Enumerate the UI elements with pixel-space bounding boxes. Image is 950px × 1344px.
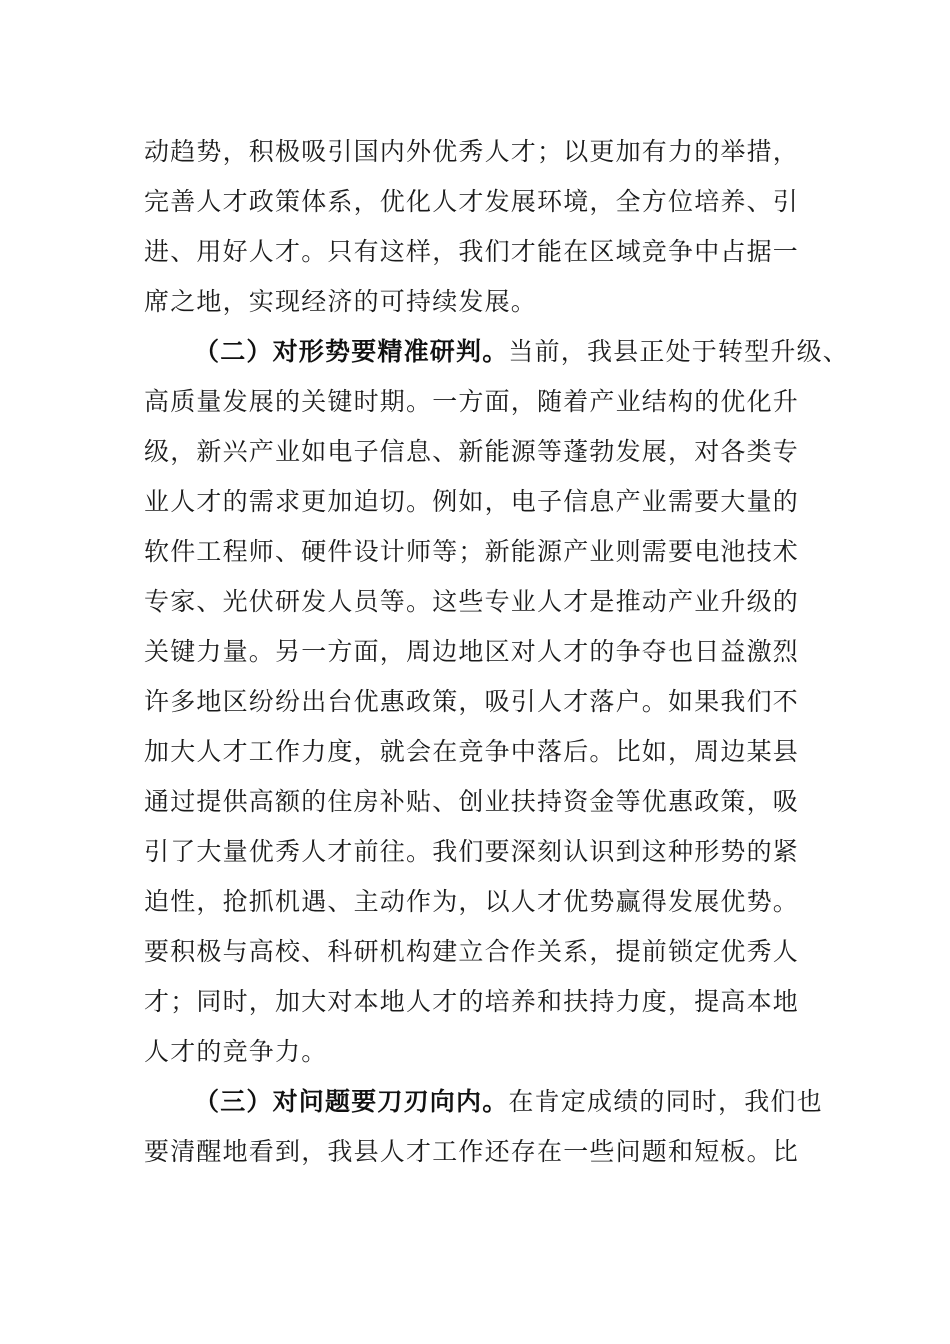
- paragraph-line-section-3: [194, 1085, 823, 1119]
- text-line: 加大人才工作力度，就会在竞争中落后。比如，周边某县: [144, 737, 800, 766]
- section-heading-2: （二）对形势要精准研判。: [194, 337, 509, 366]
- text-line: 完善人才政策体系，优化人才发展环境，全方位培养、引: [144, 187, 800, 216]
- text-line: 高质量发展的关键时期。一方面，随着产业结构的优化升: [144, 387, 800, 416]
- text-line: 要清醒地看到，我县人才工作还存在一些问题和短板。比: [144, 1137, 800, 1166]
- text-line: 专家、光伏研发人员等。这些专业人才是推动产业升级的: [144, 587, 800, 616]
- text-line: 才；同时，加大对本地人才的培养和扶持力度，提高本地: [144, 987, 800, 1016]
- text-line: 业人才的需求更加迫切。例如，电子信息产业需要大量的: [144, 487, 800, 516]
- text-line: 许多地区纷纷出台优惠政策，吸引人才落户。如果我们不: [144, 687, 800, 716]
- text-line: 通过提供高额的住房补贴、创业扶持资金等优惠政策，吸: [144, 787, 800, 816]
- paragraph-line-section-2: [194, 335, 849, 369]
- text-line: 软件工程师、硬件设计师等；新能源产业则需要电池技术: [144, 537, 800, 566]
- text-line: 引了大量优秀人才前往。我们要深刻认识到这种形势的紧: [144, 837, 800, 866]
- text-line: 席之地，实现经济的可持续发展。: [144, 287, 538, 316]
- text-line: 要积极与高校、科研机构建立合作关系，提前锁定优秀人: [144, 937, 800, 966]
- text-line: 级，新兴产业如电子信息、新能源等蓬勃发展，对各类专: [144, 437, 800, 466]
- text-line: 迫性，抢抓机遇、主动作为，以人才优势赢得发展优势。: [144, 887, 800, 916]
- text-line: 进、用好人才。只有这样，我们才能在区域竞争中占据一: [144, 237, 800, 266]
- text-run: 在肯定成绩的同时，我们也: [508, 1087, 823, 1116]
- text-line: 关键力量。另一方面，周边地区对人才的争夺也日益激烈: [144, 637, 800, 666]
- text-run: 当前，我县正处于转型升级、: [508, 337, 850, 366]
- section-heading-3: （三）对问题要刀刃向内。: [194, 1087, 509, 1116]
- text-line: 人才的竞争力。: [144, 1037, 328, 1066]
- text-line: 动趋势，积极吸引国内外优秀人才；以更加有力的举措，: [144, 137, 800, 166]
